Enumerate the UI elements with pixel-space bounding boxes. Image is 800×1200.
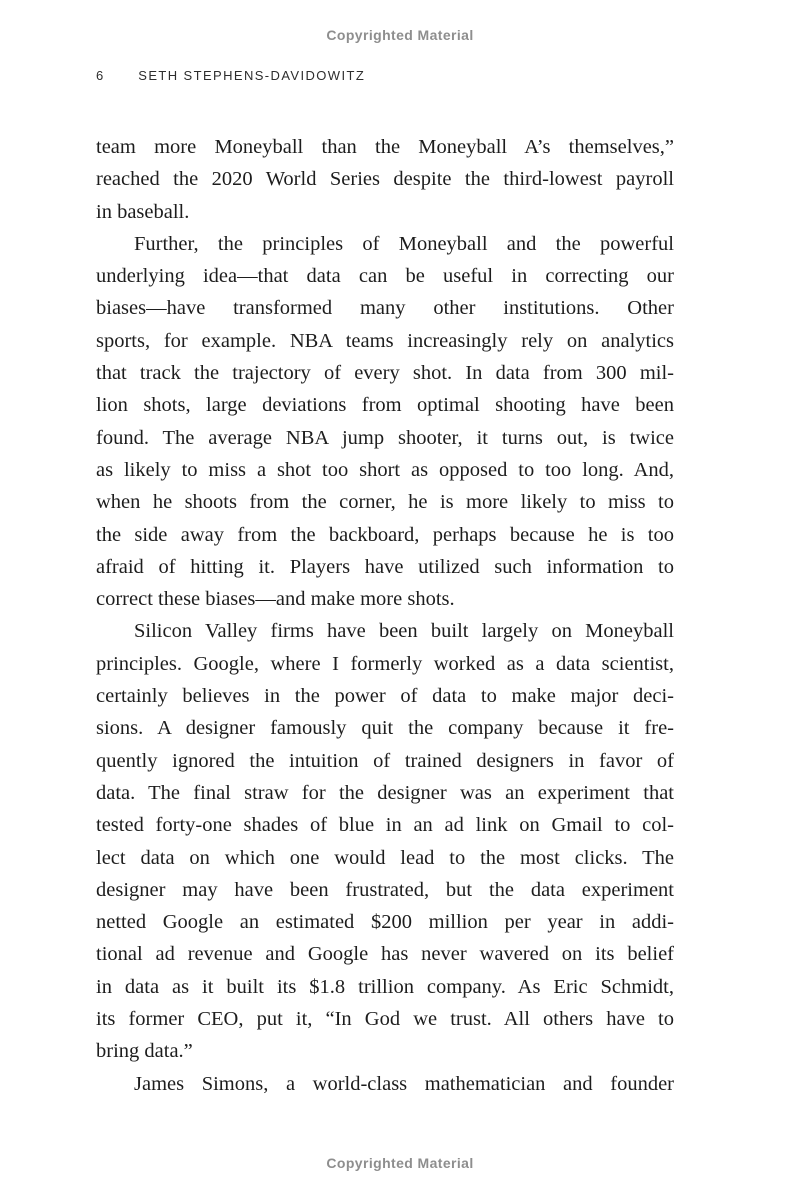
text-line: bring data.” [96,1040,193,1063]
text-line: James Simons, a world-class mathematician and founder [134,1072,674,1095]
text-line: correct these biases—and make more shots. [96,588,455,611]
paragraph [96,1068,674,1100]
paragraph [96,131,674,228]
text-line: lion shots, large deviations from optimal shooting have been [96,394,674,417]
text-line: afraid of hitting it. Players have utilized such information to [96,555,674,578]
text-line: Further, the principles of Moneyball and the powerful [134,232,674,255]
text-line: lect data on which one would lead to the most clicks. The [96,846,674,869]
text-line: data. The final straw for the designer was an experiment that [96,781,674,804]
text-line: netted Google an estimated $200 million per year in addi- [96,911,674,934]
text-line: when he shoots from the corner, he is more likely to miss to [96,491,674,514]
text-line: tested forty-one shades of blue in an ad link on Gmail to col- [96,814,674,837]
text-line: Silicon Valley firms have been built largely on Moneyball [134,620,674,643]
paragraph [96,615,674,1067]
text-line: underlying idea—that data can be useful in correcting our [96,265,674,288]
body-text [96,131,674,1100]
text-line: quently ignored the intuition of trained designers in favor of [96,749,674,772]
page-number: 6 [96,68,104,83]
copyright-notice-top: Copyrighted Material [326,27,474,43]
text-line: in baseball. [96,200,190,223]
text-line: in data as it built its $1.8 trillion company. As Eric Schmidt, [96,975,674,998]
running-header-author: SETH STEPHENS-DAVIDOWITZ [138,68,366,83]
text-line: its former CEO, put it, “In God we trust. All others have to [96,1008,674,1031]
text-line: principles. Google, where I formerly worked as a data scientist, [96,652,674,675]
text-line: reached the 2020 World Series despite the third-lowest payroll [96,168,674,191]
text-line: the side away from the backboard, perhaps because he is too [96,523,674,546]
text-line: designer may have been frustrated, but the data experiment [96,878,674,901]
paragraph [96,228,674,616]
text-line: found. The average NBA jump shooter, it turns out, is twice [96,426,674,449]
text-line: as likely to miss a shot too short as opposed to too long. And, [96,458,674,481]
text-line: biases—have transformed many other institutions. Other [96,297,674,320]
text-line: sions. A designer famously quit the company because it fre- [96,717,674,740]
text-line: team more Moneyball than the Moneyball A’s themselves,” [96,136,674,158]
text-line: certainly believes in the power of data to make major deci- [96,685,674,708]
text-line: tional ad revenue and Google has never wavered on its belief [96,943,674,966]
copyright-notice-bottom: Copyrighted Material [326,1155,474,1171]
text-line: that track the trajectory of every shot. In data from 300 mil- [96,362,674,385]
text-line: sports, for example. NBA teams increasingly rely on analytics [96,329,674,352]
page-header [96,68,365,83]
